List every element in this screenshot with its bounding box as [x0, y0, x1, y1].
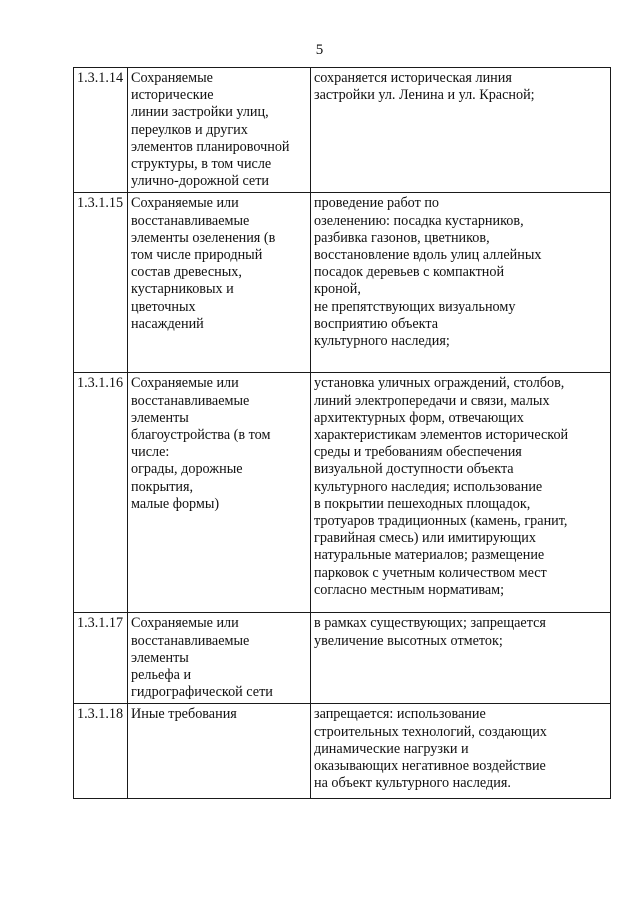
- table-row: [74, 704, 611, 799]
- table-row: [74, 373, 611, 613]
- row-number: 1.3.1.14: [74, 68, 128, 193]
- row-number: 1.3.1.16: [74, 373, 128, 613]
- table-row: [74, 193, 611, 373]
- row-requirement: проведение работ по озеленению: посадка кустарников, разбивка газонов, цветников, восстановление вдоль улиц аллейных посадок деревьев с компактной кроной, не препятствующих визуальному восприятию объекта культурного наследия;: [311, 193, 611, 373]
- row-requirement: установка уличных ограждений, столбов, линий электропередачи и связи, малых архитектурных форм, отвечающих характеристикам элементов исторической среды и требованиям обеспечения визуальной доступности объекта культурного наследия; использование в покрытии пешеходных площадок, тротуаров традиционных (камень, гранит, гравийная смесь) или имитирующих натуральные материалов; размещение парковок с учетным количеством мест согласно местным нормативам;: [311, 373, 611, 613]
- row-number: 1.3.1.17: [74, 613, 128, 704]
- row-requirement: в рамках существующих; запрещается увеличение высотных отметок;: [311, 613, 611, 704]
- row-number: 1.3.1.15: [74, 193, 128, 373]
- row-element-name: Сохраняемые исторические линии застройки улиц, переулков и других элементов планировочной структуры, в том числе улично-дорожной сети: [128, 68, 311, 193]
- row-requirement: запрещается: использование строительных технологий, создающих динамические нагрузки и оказывающих негативное воздействие на объект культурного наследия.: [311, 704, 611, 799]
- row-element-name: Сохраняемые или восстанавливаемые элементы озеленения (в том числе природный состав древесных, кустарниковых и цветочных насаждений: [128, 193, 311, 373]
- table-row: [74, 613, 611, 704]
- row-number: 1.3.1.18: [74, 704, 128, 799]
- row-element-name: Сохраняемые или восстанавливаемые элементы рельефа и гидрографической сети: [128, 613, 311, 704]
- row-requirement: сохраняется историческая линия застройки ул. Ленина и ул. Красной;: [311, 68, 611, 193]
- row-element-name: Иные требования: [128, 704, 311, 799]
- page-number: 5: [315, 42, 324, 58]
- requirements-table: [73, 67, 611, 799]
- table-row: [74, 68, 611, 193]
- row-element-name: Сохраняемые или восстанавливаемые элементы благоустройства (в том числе: ограды, дорожные покрытия, малые формы): [128, 373, 311, 613]
